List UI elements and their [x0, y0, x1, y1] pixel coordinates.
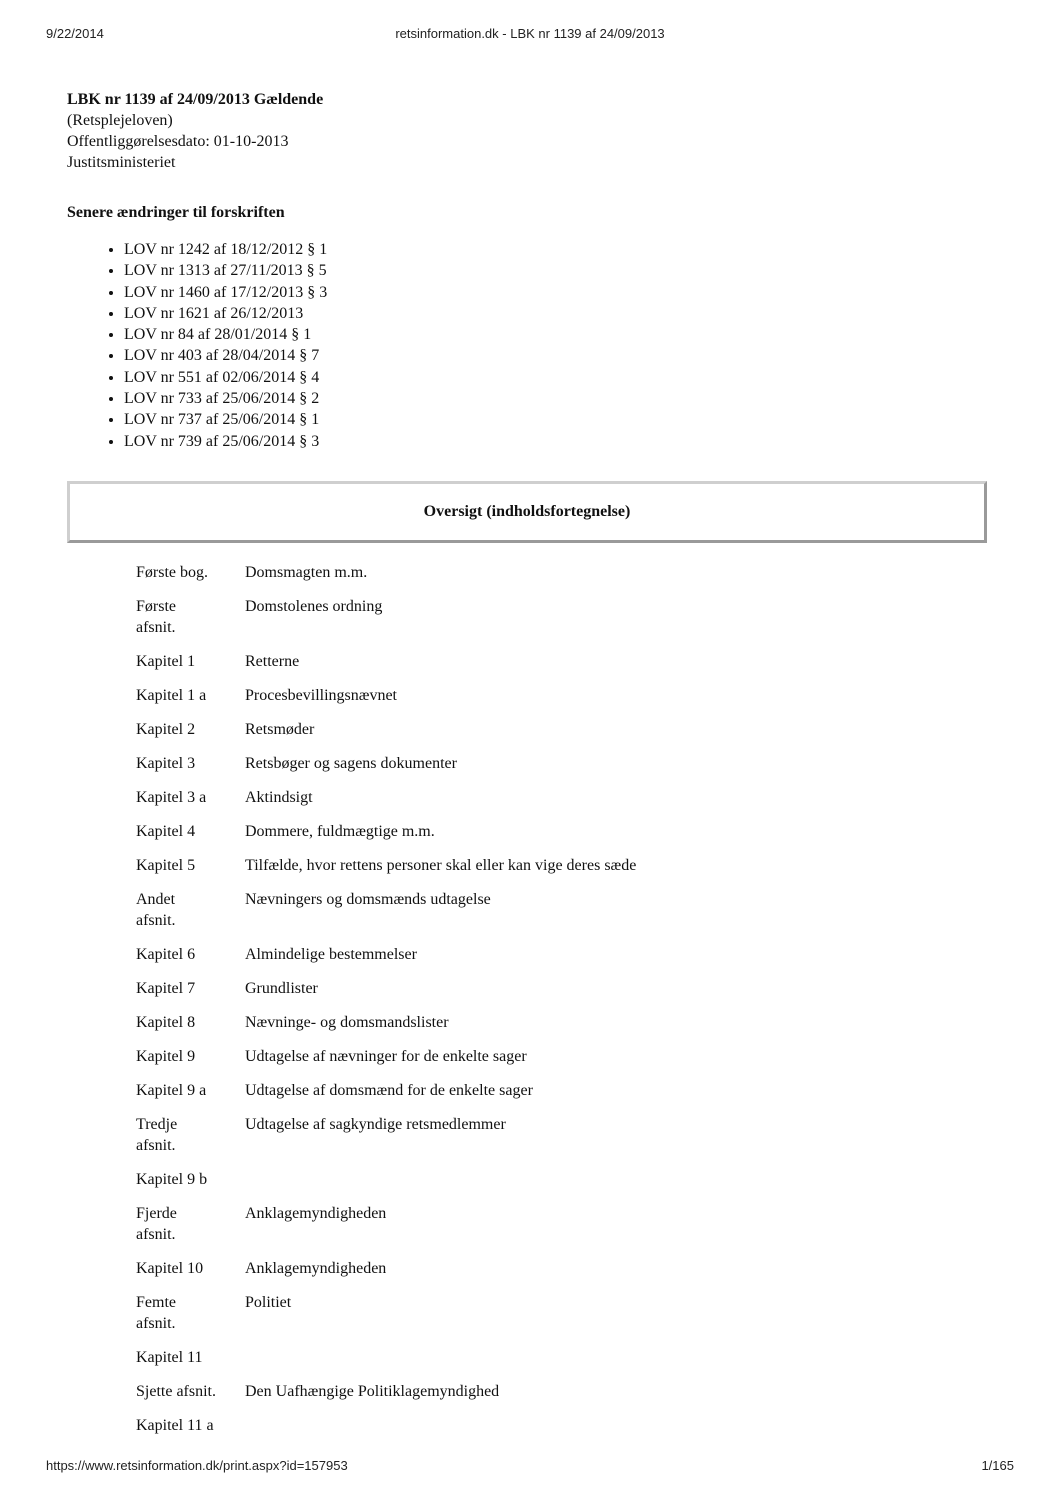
- toc-row[interactable]: [136, 685, 636, 706]
- toc-section-title[interactable]: Domstolenes ordning: [245, 598, 383, 615]
- toc-section-number: Kapitel 9 a: [136, 1082, 207, 1099]
- amendment-link[interactable]: • LOV nr 84 af 28/01/2014 § 1: [124, 324, 987, 345]
- toc-row[interactable]: [136, 1347, 636, 1368]
- toc-row[interactable]: [136, 1080, 636, 1101]
- toc-section-number: Kapitel 3: [136, 755, 196, 772]
- toc-row[interactable]: [136, 1258, 636, 1279]
- toc-row[interactable]: [136, 1203, 636, 1245]
- toc-row[interactable]: [136, 821, 636, 842]
- toc-section-number: Kapitel 8: [136, 1014, 196, 1031]
- print-header: [0, 26, 1060, 44]
- toc-section-number: Tredje afsnit.: [136, 1116, 178, 1154]
- toc-row[interactable]: [136, 1012, 636, 1033]
- toc-row[interactable]: [136, 1415, 636, 1436]
- toc-section-number: Femte afsnit.: [136, 1294, 176, 1332]
- toc-heading: Oversigt (indholdsfortegnelse): [423, 503, 631, 520]
- ministry-name: Justitsministeriet: [67, 154, 176, 171]
- toc-row[interactable]: [136, 719, 636, 740]
- toc-section-title[interactable]: Anklagemyndigheden: [245, 1260, 387, 1277]
- amendment-link[interactable]: • LOV nr 1460 af 17/12/2013 § 3: [124, 282, 987, 303]
- print-footer: [0, 1458, 1060, 1476]
- toc-section-title[interactable]: Udtagelse af nævninger for de enkelte sager: [245, 1048, 527, 1065]
- toc-section-number: Kapitel 9 b: [136, 1171, 208, 1188]
- toc-section-title[interactable]: Udtagelse af domsmænd for de enkelte sager: [245, 1082, 533, 1099]
- amendment-link[interactable]: • LOV nr 1242 af 18/12/2012 § 1: [124, 239, 987, 260]
- toc-section-number: Sjette afsnit.: [136, 1383, 216, 1400]
- toc-section-title[interactable]: Almindelige bestemmelser: [245, 946, 417, 963]
- toc-section-number: Andet afsnit.: [136, 891, 176, 929]
- toc-section-number: Kapitel 4: [136, 823, 196, 840]
- toc-section-title[interactable]: Den Uafhængige Politiklagemyndighed: [245, 1383, 500, 1400]
- amendment-link[interactable]: • LOV nr 739 af 25/06/2014 § 3: [124, 431, 987, 452]
- toc-section-title[interactable]: Retsbøger og sagens dokumenter: [245, 755, 457, 772]
- page-url: https://www.retsinformation.dk/print.aspx?id=157953: [46, 1458, 348, 1473]
- toc-row[interactable]: [136, 1169, 636, 1190]
- toc-row[interactable]: [136, 889, 636, 931]
- toc-row[interactable]: [136, 1292, 636, 1334]
- toc-section-number: Kapitel 11 a: [136, 1417, 214, 1434]
- amendments-list: [67, 239, 987, 452]
- toc-section-title[interactable]: Aktindsigt: [245, 789, 313, 806]
- toc-section-title[interactable]: Tilfælde, hvor rettens personer skal eller kan vige deres sæde: [245, 857, 637, 874]
- toc-row[interactable]: [136, 855, 636, 876]
- toc-section-number: Kapitel 10: [136, 1260, 204, 1277]
- toc-section-number: Første afsnit.: [136, 598, 176, 636]
- toc-section-number: Kapitel 11: [136, 1349, 203, 1366]
- page-number: 1/165: [981, 1458, 1014, 1473]
- print-date: 9/22/2014: [46, 26, 104, 41]
- amendments-heading: Senere ændringer til forskriften: [67, 204, 285, 221]
- toc-row[interactable]: [136, 1046, 636, 1067]
- toc-section-number: Kapitel 3 a: [136, 789, 207, 806]
- toc-section-number: Kapitel 2: [136, 721, 196, 738]
- toc-table: [136, 562, 636, 1449]
- toc-section-title[interactable]: Retsmøder: [245, 721, 315, 738]
- toc-row[interactable]: [136, 944, 636, 965]
- toc-section-title[interactable]: Grundlister: [245, 980, 318, 997]
- amendment-link[interactable]: • LOV nr 1313 af 27/11/2013 § 5: [124, 260, 987, 281]
- toc-heading-box: [67, 481, 987, 543]
- toc-section-number: Kapitel 7: [136, 980, 196, 997]
- document-body: [67, 89, 987, 452]
- amendment-link[interactable]: • LOV nr 403 af 28/04/2014 § 7: [124, 345, 987, 366]
- toc-section-number: Fjerde afsnit.: [136, 1205, 177, 1243]
- toc-section-title[interactable]: Dommere, fuldmægtige m.m.: [245, 823, 435, 840]
- amendment-link[interactable]: • LOV nr 733 af 25/06/2014 § 2: [124, 388, 987, 409]
- toc-section-title[interactable]: Nævningers og domsmænds udtagelse: [245, 891, 491, 908]
- toc-section-title[interactable]: Anklagemyndigheden: [245, 1205, 387, 1222]
- print-page-title: retsinformation.dk - LBK nr 1139 af 24/09/2013: [395, 26, 665, 41]
- toc-row[interactable]: [136, 787, 636, 808]
- toc-section-title[interactable]: Domsmagten m.m.: [245, 564, 368, 581]
- toc-section-number: Kapitel 1 a: [136, 687, 207, 704]
- toc-section-title[interactable]: Retterne: [245, 653, 300, 670]
- toc-section-title[interactable]: Politiet: [245, 1294, 292, 1311]
- toc-section-number: Kapitel 9: [136, 1048, 196, 1065]
- amendment-link[interactable]: • LOV nr 551 af 02/06/2014 § 4: [124, 367, 987, 388]
- amendment-link[interactable]: • LOV nr 1621 af 26/12/2013: [124, 303, 987, 324]
- toc-section-title[interactable]: Nævninge- og domsmandslister: [245, 1014, 449, 1031]
- document-title: LBK nr 1139 af 24/09/2013 Gældende: [67, 91, 324, 108]
- toc-row[interactable]: [136, 1114, 636, 1156]
- toc-row[interactable]: [136, 978, 636, 999]
- toc-section-number: Kapitel 1: [136, 653, 196, 670]
- toc-row[interactable]: [136, 596, 636, 638]
- amendment-link[interactable]: • LOV nr 737 af 25/06/2014 § 1: [124, 409, 987, 430]
- toc-section-number: Kapitel 6: [136, 946, 196, 963]
- toc-row[interactable]: [136, 562, 636, 583]
- toc-row[interactable]: [136, 753, 636, 774]
- toc-section-number: Første bog.: [136, 564, 208, 581]
- toc-section-number: Kapitel 5: [136, 857, 196, 874]
- toc-row[interactable]: [136, 1381, 636, 1402]
- toc-section-title[interactable]: Procesbevillingsnævnet: [245, 687, 397, 704]
- toc-section-title[interactable]: Udtagelse af sagkyndige retsmedlemmer: [245, 1116, 506, 1133]
- document-short-name: (Retsplejeloven): [67, 112, 173, 129]
- publication-date: Offentliggørelsesdato: 01-10-2013: [67, 133, 289, 150]
- toc-row[interactable]: [136, 651, 636, 672]
